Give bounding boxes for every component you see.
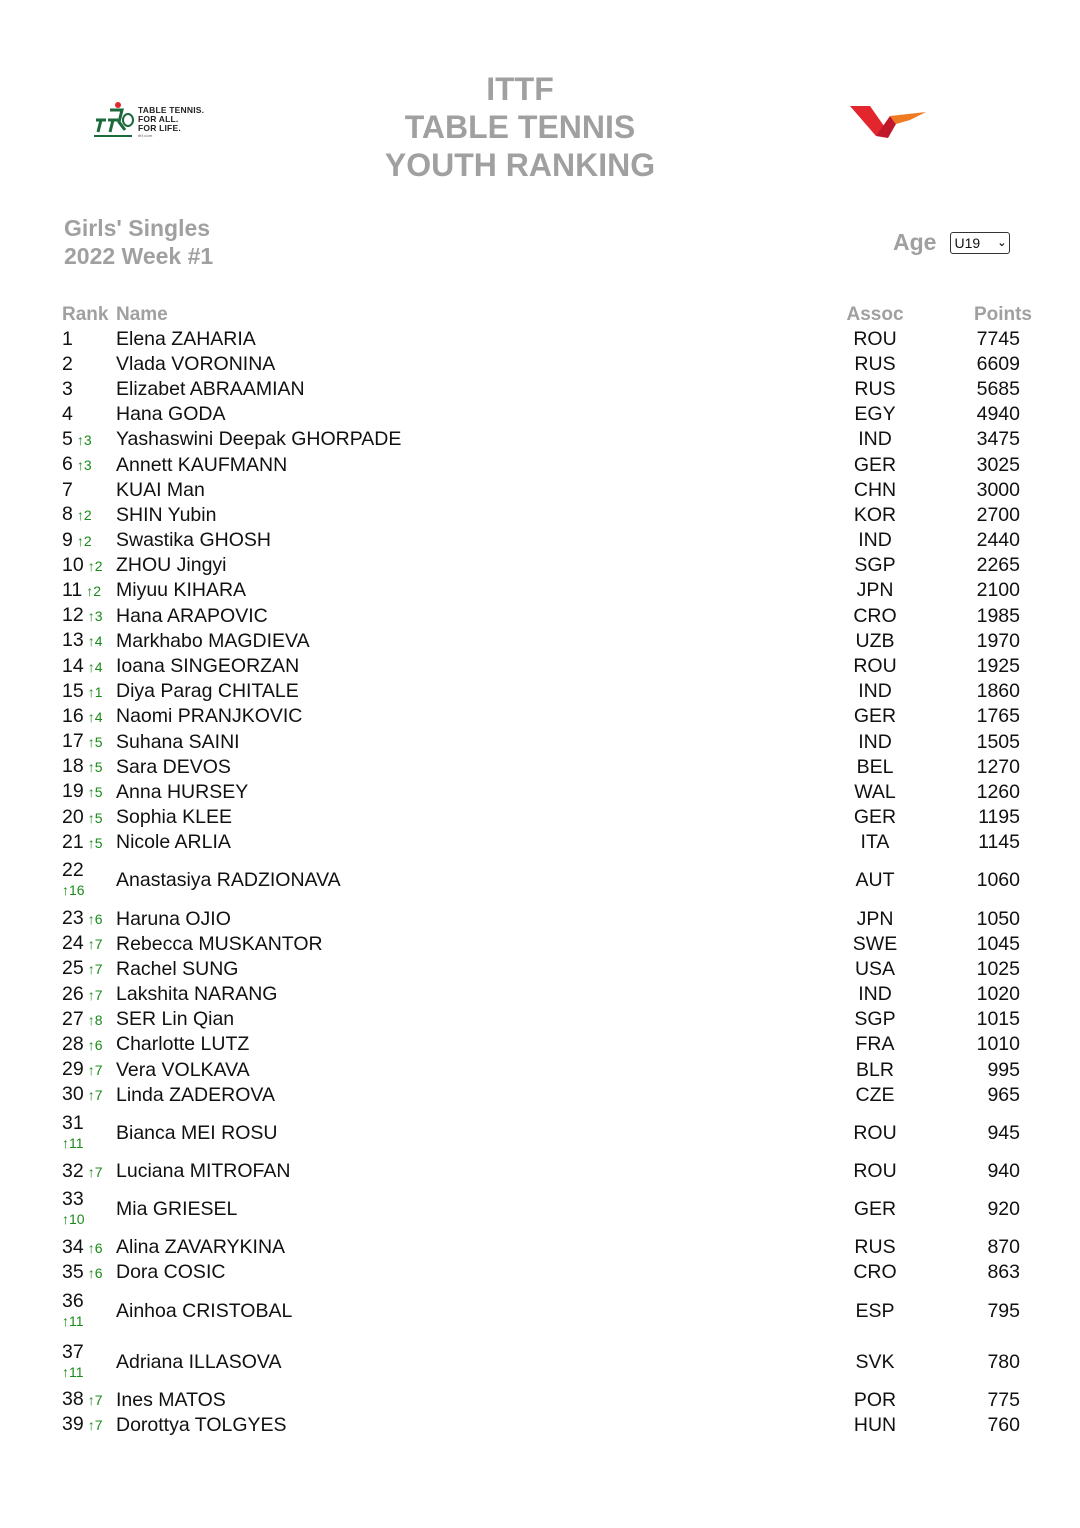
- player-assoc: RUS: [854, 377, 896, 400]
- table-row: [62, 679, 1034, 704]
- player-assoc: IND: [858, 529, 892, 552]
- rank-movement: ↑6: [87, 1239, 103, 1256]
- rank-number: 38: [62, 1388, 84, 1411]
- player-name: Dora COSIC: [116, 1261, 226, 1284]
- rank-movement: ↑2: [86, 582, 102, 599]
- rank-cell: [62, 628, 116, 653]
- player-points: 5685: [976, 377, 1020, 400]
- player-assoc: KOR: [853, 503, 897, 526]
- rank-cell: [62, 603, 116, 628]
- player-assoc: POR: [853, 1388, 897, 1411]
- player-name: Elizabet ABRAAMIAN: [116, 377, 305, 400]
- rank-number: 36: [62, 1289, 84, 1312]
- player-assoc: HUN: [853, 1413, 897, 1436]
- player-assoc: BEL: [856, 755, 894, 778]
- table-header-row: [62, 299, 1034, 326]
- rank-number: 27: [62, 1007, 84, 1030]
- player-name: Hana GODA: [116, 403, 226, 426]
- page-title: [300, 70, 740, 184]
- player-assoc: GER: [853, 705, 897, 728]
- rank-movement: ↑2: [76, 507, 92, 524]
- table-row: [62, 1387, 1034, 1412]
- rank-movement: ↑10: [62, 1211, 85, 1228]
- title-line: TABLE TENNIS: [404, 109, 636, 145]
- rank-number: 24: [62, 932, 84, 955]
- table-row: [62, 477, 1034, 502]
- player-assoc: SWE: [852, 932, 898, 955]
- player-points: 3025: [976, 453, 1020, 476]
- player-points: 780: [987, 1350, 1020, 1373]
- rank-movement: ↑7: [87, 1392, 103, 1409]
- player-points: 4940: [976, 403, 1020, 426]
- rank-cell: [62, 1158, 116, 1183]
- rank-number: 10: [62, 553, 84, 576]
- player-assoc: AUT: [855, 869, 895, 892]
- table-row: [62, 427, 1034, 452]
- player-assoc: GER: [853, 1198, 897, 1221]
- table-row: [62, 1032, 1034, 1057]
- table-row: [62, 1082, 1034, 1107]
- player-name: Ainhoa CRISTOBAL: [116, 1299, 293, 1322]
- player-points: 863: [987, 1261, 1020, 1284]
- rank-cell: [62, 679, 116, 704]
- rank-movement: ↑16: [62, 882, 85, 899]
- rank-movement: ↑5: [87, 734, 103, 751]
- table-row: [62, 1007, 1034, 1032]
- player-points: 1765: [976, 705, 1020, 728]
- player-points: 1985: [976, 604, 1020, 627]
- rank-movement: ↑8: [87, 1011, 103, 1028]
- rank-number: 25: [62, 957, 84, 980]
- table-row: [62, 906, 1034, 931]
- player-points: 965: [987, 1083, 1020, 1106]
- rank-cell: [62, 1285, 116, 1336]
- rank-number: 35: [62, 1260, 84, 1283]
- rank-cell: [62, 1107, 116, 1158]
- player-points: 1260: [976, 780, 1020, 803]
- table-row: [62, 805, 1034, 830]
- player-name: Vera VOLKAVA: [116, 1058, 250, 1081]
- player-name: Nicole ARLIA: [116, 831, 231, 854]
- player-assoc: RUS: [854, 1236, 896, 1259]
- wtt-logo: [850, 102, 930, 142]
- player-name: Markhabo MAGDIEVA: [116, 629, 310, 652]
- rank-number: 9: [62, 528, 73, 551]
- rank-number: 11: [62, 578, 83, 601]
- player-points: 1860: [976, 680, 1020, 703]
- player-points: 940: [987, 1160, 1020, 1183]
- player-name: Anna HURSEY: [116, 780, 249, 803]
- rank-movement: ↑7: [87, 986, 103, 1003]
- rank-movement: ↑4: [87, 708, 103, 725]
- rank-movement: ↑6: [87, 1264, 103, 1281]
- rank-movement: ↑7: [87, 1163, 103, 1180]
- rank-cell: [62, 1082, 116, 1107]
- player-points: 2700: [976, 503, 1020, 526]
- rank-movement: ↑7: [87, 961, 103, 978]
- player-points: 1145: [978, 831, 1020, 854]
- rank-movement: ↑6: [87, 911, 103, 928]
- rank-number: 28: [62, 1032, 84, 1055]
- ittf-tagline: [138, 106, 204, 138]
- rank-movement: ↑5: [87, 809, 103, 826]
- table-row: [62, 931, 1034, 956]
- player-name: Ioana SINGEORZAN: [116, 655, 300, 678]
- rank-movement: ↑7: [87, 1062, 103, 1079]
- rank-cell: [62, 1007, 116, 1032]
- tagline-line: FOR ALL.: [138, 114, 179, 124]
- player-name: Dorottya TOLGYES: [116, 1413, 287, 1436]
- rank-cell: [62, 1387, 116, 1412]
- tagline-line: FOR LIFE.: [138, 123, 181, 133]
- player-assoc: USA: [854, 957, 896, 980]
- rank-number: 8: [62, 503, 73, 526]
- player-points: 1045: [976, 932, 1020, 955]
- rank-movement: ↑2: [76, 532, 92, 549]
- player-name: Sophia KLEE: [116, 806, 233, 829]
- age-label: Age: [893, 229, 937, 255]
- table-row: [62, 1412, 1034, 1437]
- rank-cell: [62, 931, 116, 956]
- player-name: KUAI Man: [116, 478, 205, 501]
- rank-cell: [62, 830, 116, 855]
- rank-movement: ↑5: [87, 784, 103, 801]
- player-points: 1270: [976, 755, 1020, 778]
- player-points: 1015: [976, 1008, 1020, 1031]
- age-selected-value: U19: [954, 234, 981, 251]
- player-assoc: ROU: [853, 655, 897, 678]
- table-row: [62, 956, 1034, 981]
- title-line: ITTF: [486, 71, 554, 107]
- player-points: 945: [987, 1121, 1020, 1144]
- player-assoc: SGP: [854, 554, 896, 577]
- player-points: 760: [987, 1413, 1020, 1436]
- table-row: [62, 1285, 1034, 1336]
- rank-movement: ↑3: [76, 457, 92, 474]
- rank-cell: [62, 553, 116, 578]
- player-name: Alina ZAVARYKINA: [116, 1236, 286, 1259]
- rank-number: 34: [62, 1235, 84, 1258]
- rank-number: 37: [62, 1340, 84, 1363]
- header-name: Name: [116, 304, 168, 325]
- player-assoc: ROU: [853, 1160, 897, 1183]
- player-assoc: CHN: [853, 478, 897, 501]
- rank-movement: ↑2: [87, 557, 103, 574]
- rank-cell: [62, 452, 116, 477]
- rank-number: 16: [62, 704, 84, 727]
- player-name: Rachel SUNG: [116, 957, 239, 980]
- rank-movement: ↑3: [76, 431, 92, 448]
- header-points: Points: [973, 304, 1032, 325]
- player-points: 1025: [976, 957, 1020, 980]
- age-select[interactable]: [950, 232, 1010, 254]
- table-row: [62, 653, 1034, 678]
- chevron-down-icon: ⌄: [997, 237, 1007, 249]
- player-points: 795: [987, 1299, 1020, 1322]
- table-row: [62, 1260, 1034, 1285]
- player-points: 7745: [976, 327, 1020, 350]
- rank-number: 29: [62, 1058, 84, 1081]
- player-points: 870: [987, 1236, 1020, 1259]
- player-assoc: BLR: [856, 1058, 894, 1081]
- player-assoc: IND: [858, 983, 892, 1006]
- week-label: 2022 Week #1: [64, 243, 214, 269]
- player-assoc: IND: [858, 428, 892, 451]
- player-assoc: FRA: [855, 1033, 895, 1056]
- ittf-logo: [92, 100, 222, 144]
- rank-number: 33: [62, 1188, 84, 1211]
- player-assoc: CRO: [853, 604, 897, 627]
- rank-number: 18: [62, 755, 84, 778]
- rank-cell: [62, 906, 116, 931]
- rank-number: 32: [62, 1159, 84, 1182]
- tagline-url: ittf.com: [138, 133, 153, 138]
- table-row: [62, 351, 1034, 376]
- rank-movement: ↑11: [62, 1312, 84, 1329]
- player-name: SER Lin Qian: [116, 1008, 235, 1031]
- rank-number: 39: [62, 1413, 84, 1436]
- rank-cell: [62, 502, 116, 527]
- rank-number: 2: [62, 352, 73, 375]
- rank-movement: ↑4: [87, 633, 103, 650]
- tagline-line: TABLE TENNIS.: [138, 105, 205, 115]
- rank-movement: ↑4: [87, 658, 103, 675]
- player-assoc: ROU: [853, 327, 897, 350]
- rank-number: 5: [62, 427, 73, 450]
- player-points: 2265: [976, 554, 1020, 577]
- rank-number: 22: [62, 859, 84, 882]
- table-row: [62, 553, 1034, 578]
- player-points: 1010: [976, 1033, 1020, 1056]
- ittf-logo-icon: [92, 100, 136, 140]
- table-row: [62, 982, 1034, 1007]
- player-assoc: GER: [853, 453, 897, 476]
- rank-movement: ↑5: [87, 834, 103, 851]
- rank-cell: [62, 427, 116, 452]
- ranking-section-header: [64, 214, 213, 270]
- player-assoc: JPN: [856, 907, 894, 930]
- rank-cell: [62, 729, 116, 754]
- rank-cell: [62, 805, 116, 830]
- player-name: Charlotte LUTZ: [116, 1033, 250, 1056]
- header-assoc: Assoc: [846, 304, 904, 325]
- player-name: Hana ARAPOVIC: [116, 604, 268, 627]
- table-row: [62, 1107, 1034, 1158]
- player-points: 3000: [976, 478, 1020, 501]
- table-row: [62, 1235, 1034, 1260]
- rank-number: 4: [62, 403, 73, 426]
- player-assoc: EGY: [854, 403, 896, 426]
- player-name: Mia GRIESEL: [116, 1198, 238, 1221]
- rank-number: 14: [62, 654, 84, 677]
- player-name: Miyuu KIHARA: [116, 579, 247, 602]
- title-line: YOUTH RANKING: [384, 147, 656, 183]
- rank-cell: [62, 1412, 116, 1437]
- rank-cell: [62, 351, 116, 376]
- player-name: Rebecca MUSKANTOR: [116, 932, 323, 955]
- player-assoc: CZE: [855, 1083, 895, 1106]
- player-name: Diya Parag CHITALE: [116, 680, 299, 703]
- table-row: [62, 402, 1034, 427]
- player-name: Lakshita NARANG: [116, 983, 278, 1006]
- rank-cell: [62, 1260, 116, 1285]
- player-name: Adriana ILLASOVA: [116, 1350, 282, 1373]
- rank-cell: [62, 779, 116, 804]
- rank-cell: [62, 402, 116, 427]
- player-assoc: RUS: [854, 352, 896, 375]
- age-filter: [893, 229, 1010, 256]
- table-row: [62, 1184, 1034, 1235]
- rank-number: 12: [62, 604, 84, 627]
- player-assoc: IND: [858, 730, 892, 753]
- player-assoc: GER: [853, 806, 897, 829]
- rank-movement: ↑6: [87, 1036, 103, 1053]
- rank-number: 31: [62, 1111, 84, 1134]
- player-name: Ines MATOS: [116, 1388, 226, 1411]
- table-row: [62, 603, 1034, 628]
- rank-number: 20: [62, 805, 84, 828]
- rank-cell: [62, 704, 116, 729]
- rank-cell: [62, 477, 116, 502]
- player-assoc: JPN: [856, 579, 894, 602]
- ranking-rows: [62, 326, 1034, 1437]
- rank-movement: ↑11: [62, 1363, 84, 1380]
- player-name: Linda ZADEROVA: [116, 1083, 275, 1106]
- table-row: [62, 779, 1034, 804]
- table-row: [62, 1158, 1034, 1183]
- table-row: [62, 528, 1034, 553]
- rank-cell: [62, 1032, 116, 1057]
- rank-cell: [62, 528, 116, 553]
- player-name: Elena ZAHARIA: [116, 327, 256, 350]
- player-points: 2100: [976, 579, 1020, 602]
- rank-cell: [62, 956, 116, 981]
- wtt-logo-icon: [850, 102, 930, 142]
- player-assoc: IND: [858, 680, 892, 703]
- rank-cell: [62, 578, 116, 603]
- rank-movement: ↑3: [87, 608, 103, 625]
- rank-cell: [62, 1184, 116, 1235]
- player-assoc: SGP: [854, 1008, 896, 1031]
- rank-cell: [62, 1057, 116, 1082]
- player-points: 1050: [976, 907, 1020, 930]
- rank-number: 21: [62, 830, 84, 853]
- rank-cell: [62, 326, 116, 351]
- rank-number: 19: [62, 780, 84, 803]
- header-rank: Rank: [62, 304, 109, 325]
- table-row: [62, 855, 1034, 906]
- rank-cell: [62, 754, 116, 779]
- player-name: Vlada VORONINA: [116, 352, 276, 375]
- player-points: 775: [987, 1388, 1020, 1411]
- player-name: Yashaswini Deepak GHORPADE: [116, 428, 402, 451]
- player-points: 3475: [976, 428, 1020, 451]
- player-assoc: ITA: [860, 831, 890, 854]
- player-points: 2440: [976, 529, 1020, 552]
- player-assoc: ESP: [855, 1299, 895, 1322]
- table-row: [62, 628, 1034, 653]
- player-points: 995: [987, 1058, 1020, 1081]
- rank-movement: ↑7: [87, 936, 103, 953]
- rank-movement: ↑7: [87, 1087, 103, 1104]
- player-assoc: CRO: [853, 1261, 897, 1284]
- player-name: SHIN Yubin: [116, 503, 217, 526]
- player-points: 1505: [976, 730, 1020, 753]
- rank-number: 23: [62, 907, 84, 930]
- player-points: 1060: [976, 869, 1020, 892]
- player-assoc: SVK: [855, 1350, 895, 1373]
- table-row: [62, 326, 1034, 351]
- player-points: 1970: [976, 629, 1020, 652]
- rank-number: 3: [62, 377, 73, 400]
- player-name: ZHOU Jingyi: [116, 554, 227, 577]
- table-row: [62, 376, 1034, 401]
- player-name: Naomi PRANJKOVIC: [116, 705, 303, 728]
- player-assoc: ROU: [853, 1121, 897, 1144]
- rank-number: 26: [62, 982, 84, 1005]
- rank-number: 15: [62, 679, 84, 702]
- player-name: Annett KAUFMANN: [116, 453, 288, 476]
- rank-movement: ↑7: [87, 1417, 103, 1434]
- player-points: 1925: [976, 655, 1020, 678]
- player-name: Luciana MITROFAN: [116, 1160, 291, 1183]
- player-points: 1195: [978, 806, 1020, 829]
- rank-number: 17: [62, 730, 84, 753]
- rank-movement: ↑11: [62, 1134, 84, 1151]
- rank-cell: [62, 1336, 116, 1387]
- rank-number: 1: [62, 327, 73, 350]
- player-name: Suhana SAINI: [116, 730, 240, 753]
- rank-number: 30: [62, 1083, 84, 1106]
- player-points: 6609: [976, 352, 1020, 375]
- rank-number: 6: [62, 453, 73, 476]
- rank-movement: ↑5: [87, 759, 103, 776]
- table-row: [62, 729, 1034, 754]
- player-name: Haruna OJIO: [116, 907, 231, 930]
- ranking-table: [62, 299, 1034, 1437]
- player-assoc: WAL: [854, 780, 896, 803]
- rank-cell: [62, 376, 116, 401]
- rank-number: 13: [62, 629, 84, 652]
- table-row: [62, 578, 1034, 603]
- rank-movement: ↑1: [87, 683, 103, 700]
- player-name: Sara DEVOS: [116, 755, 231, 778]
- player-points: 1020: [976, 983, 1020, 1006]
- table-row: [62, 452, 1034, 477]
- table-row: [62, 704, 1034, 729]
- player-points: 920: [987, 1198, 1020, 1221]
- player-name: Swastika GHOSH: [116, 529, 271, 552]
- player-name: Bianca MEI ROSU: [116, 1121, 278, 1144]
- rank-cell: [62, 653, 116, 678]
- rank-number: 7: [62, 478, 73, 501]
- player-assoc: UZB: [855, 629, 895, 652]
- rank-cell: [62, 1235, 116, 1260]
- rank-cell: [62, 855, 116, 906]
- rank-cell: [62, 982, 116, 1007]
- table-row: [62, 830, 1034, 855]
- category-label: Girls' Singles: [64, 215, 211, 241]
- player-name: Anastasiya RADZIONAVA: [116, 869, 341, 892]
- table-row: [62, 1336, 1034, 1387]
- table-row: [62, 502, 1034, 527]
- table-row: [62, 1057, 1034, 1082]
- table-row: [62, 754, 1034, 779]
